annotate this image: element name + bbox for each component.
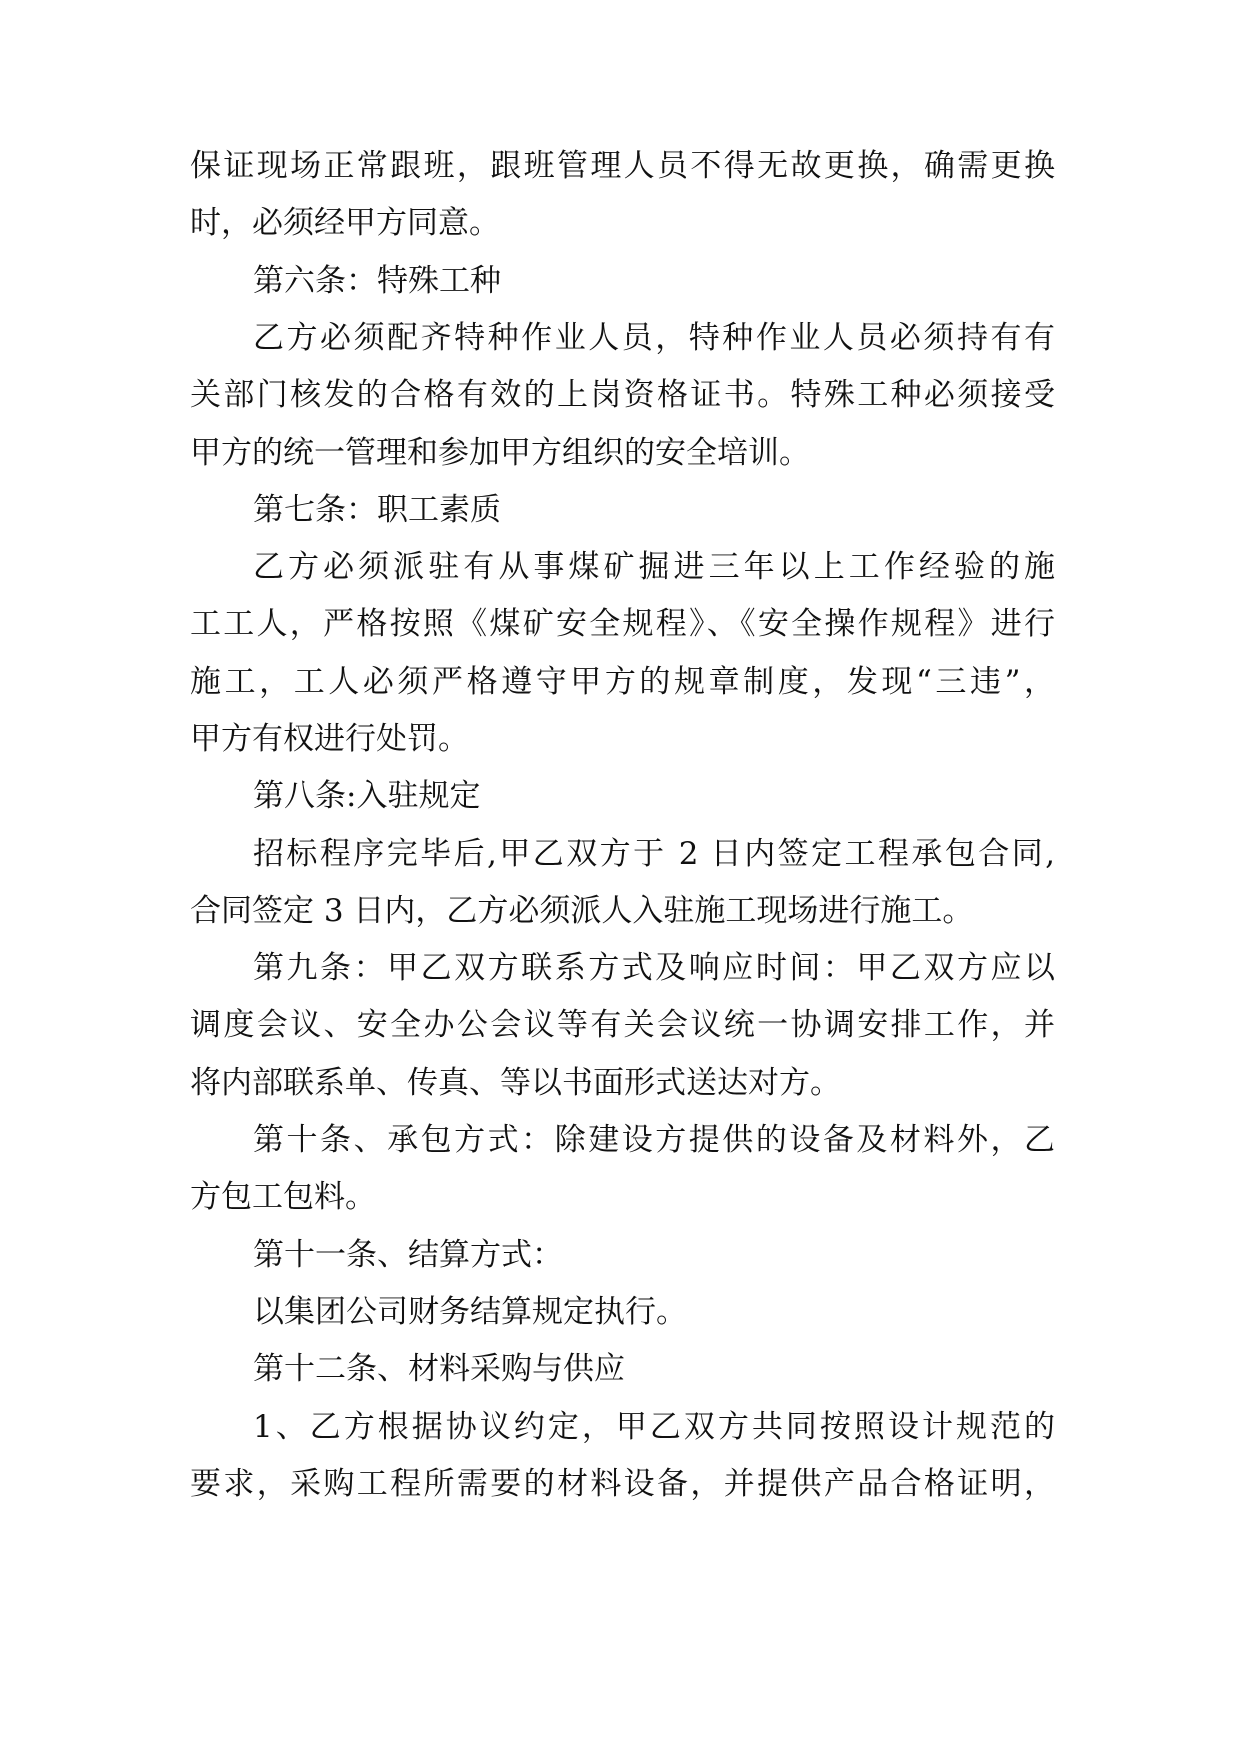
article-heading: 第十条、承包方式：除建设方提供的设备及材料外，乙 <box>253 1122 1055 1158</box>
text-line: 甲方的统一管理和参加甲方组织的安全培训。 <box>190 435 810 471</box>
text-line: 方包工包料。 <box>190 1179 376 1215</box>
text-line: 关部门核发的合格有效的上岗资格证书。特殊工种必须接受 <box>190 377 1055 413</box>
text-line: 乙方必须派驻有从事煤矿掘进三年以上工作经验的施 <box>253 549 1055 585</box>
article-heading: 第十一条、结算方式： <box>253 1237 563 1273</box>
text-line: 调度会议、安全办公会议等有关会议统一协调安排工作，并 <box>190 1007 1055 1043</box>
text-line: 工工人，严格按照《煤矿安全规程》、《安全操作规程》进行 <box>190 606 1055 642</box>
article-heading: 第八条:入驻规定 <box>253 778 481 814</box>
text-line: 乙方必须配齐特种作业人员，特种作业人员必须持有有 <box>253 320 1055 356</box>
text-line: 施工，工人必须严格遵守甲方的规章制度，发现“三违”， <box>190 664 1055 700</box>
text-line: 合同签定 3 日内，乙方必须派人入驻施工现场进行施工。 <box>190 893 974 929</box>
text-line: 以集团公司财务结算规定执行。 <box>253 1294 687 1330</box>
text-line: 1、乙方根据协议约定，甲乙双方共同按照设计规范的 <box>253 1409 1055 1445</box>
article-heading: 第九条：甲乙双方联系方式及响应时间：甲乙双方应以 <box>253 950 1055 986</box>
text-line: 要求，采购工程所需要的材料设备，并提供产品合格证明， <box>190 1466 1055 1502</box>
text-line: 甲方有权进行处罚。 <box>190 721 469 757</box>
text-line: 保证现场正常跟班，跟班管理人员不得无故更换，确需更换 <box>190 148 1055 184</box>
text-line: 将内部联系单、传真、等以书面形式送达对方。 <box>190 1065 841 1101</box>
text-line: 时，必须经甲方同意。 <box>190 205 500 241</box>
article-heading: 第十二条、材料采购与供应 <box>253 1351 625 1387</box>
text-line: 招标程序完毕后,甲乙双方于 2 日内签定工程承包合同, <box>253 836 1055 872</box>
article-heading: 第六条：特殊工种 <box>253 263 501 299</box>
article-heading: 第七条：职工素质 <box>253 492 501 528</box>
